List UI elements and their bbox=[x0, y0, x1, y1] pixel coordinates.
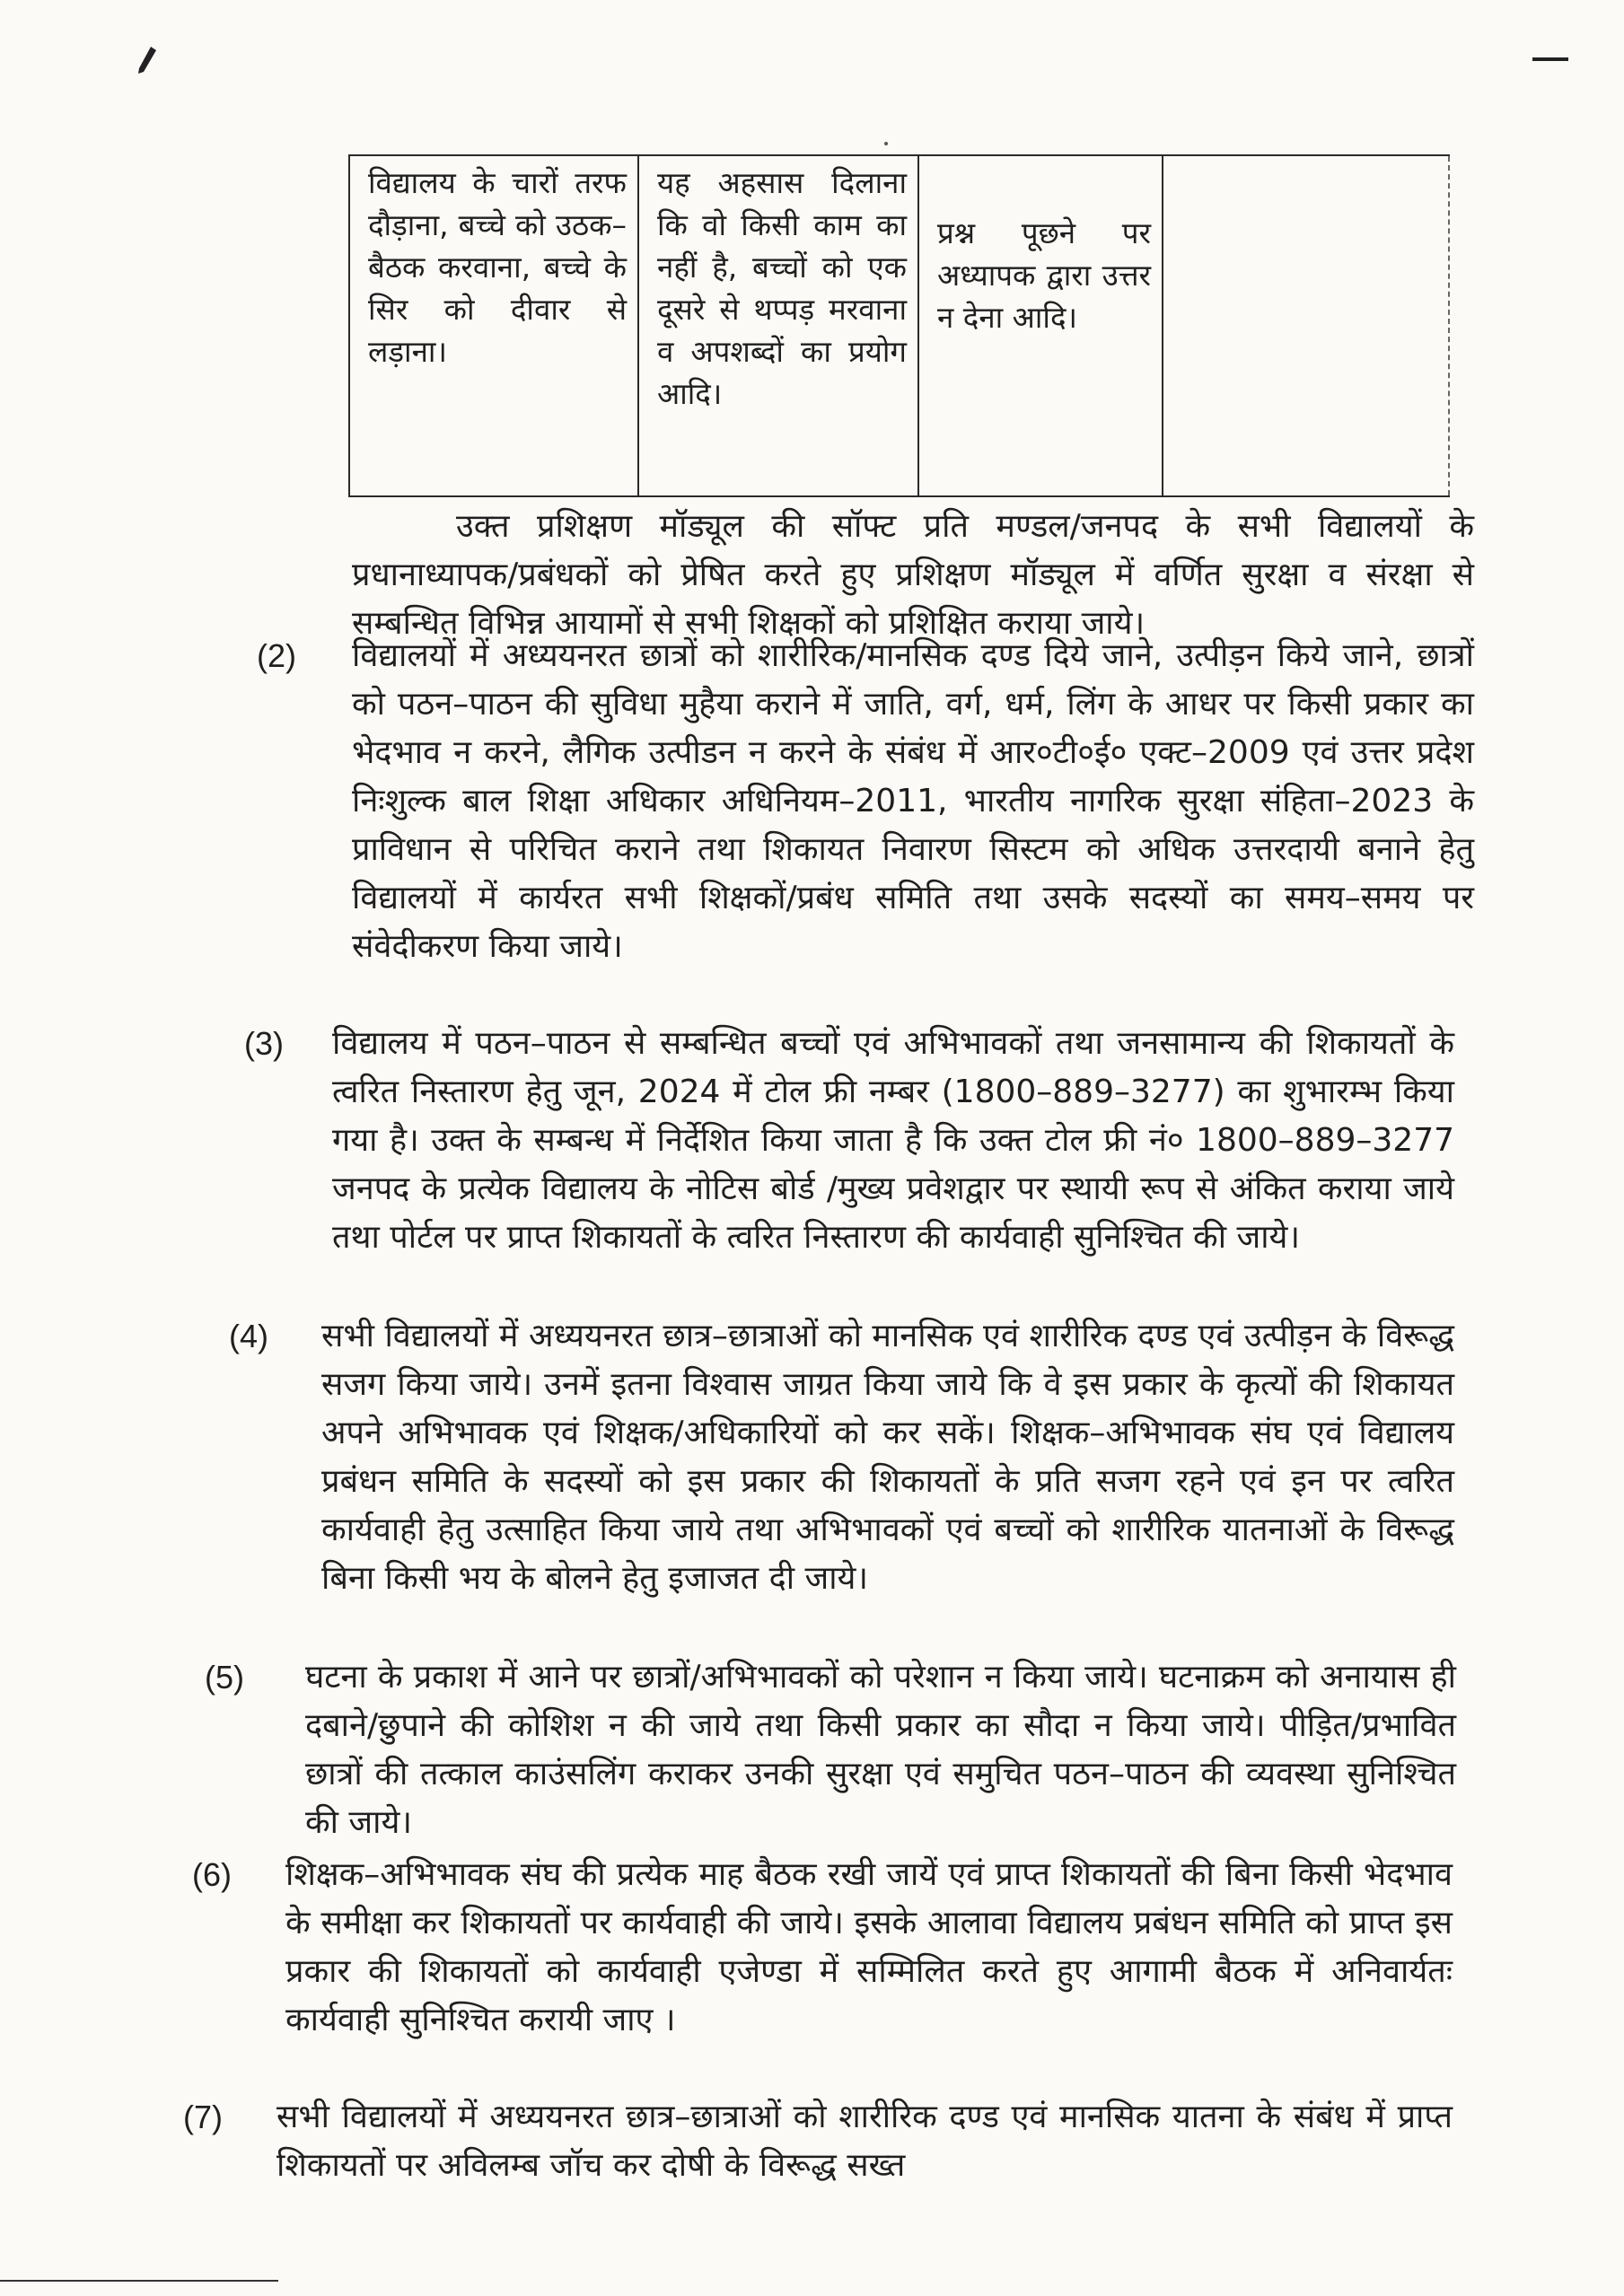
item-number: (4) bbox=[229, 1318, 268, 1354]
item-paragraph: शिक्षक–अभिभावक संघ की प्रत्येक माह बैठक रखी जायें एवं प्राप्त शिकायतों की बिना किसी भेदभाव के समीक्षा कर शिकायतों पर कार्यवाही की जाये। इसके आलावा विद्यालय प्रबंधन समिति को प्राप्त इस प्रकार की शिकायतों को कार्यवाही एजेण्डा में सम्मिलित करते हुए आगामी बैठक में अनिवार्यतः कार्यवाही सुनिश्चित करायी जाए । bbox=[285, 1856, 1453, 2038]
punishment-types-table bbox=[348, 154, 1450, 497]
item-paragraph: विद्यालयों में अध्ययनरत छात्रों को शारीरिक/मानसिक दण्ड दिये जाने, उत्पीड़न किये जाने, छात्रों को पठन–पाठन की सुविधा मुहैया कराने में जाति, वर्ग, धर्म, लिंग के आधर पर किसी प्रकार का भेदभाव न करने, लैगिक उत्पीडन न करने के संबंध में आर०टी०ई० एक्ट–2009 एवं उत्तर प्रदेश निःशुल्क बाल शिक्षा अधिकार अधिनियम–2011, भारतीय नागरिक सुरक्षा संहिता–2023 के प्राविधान से परिचित कराने तथा शिकायत निवारण सिस्टम को अधिक उत्तरदायी बनाने हेतु विद्यालयों में कार्यरत सभी शिक्षकों/प्रबंध समिति तथा उसके सदस्यों का समय–समय पर संवेदीकरण किया जाये। bbox=[352, 637, 1474, 965]
item-number: (6) bbox=[192, 1856, 232, 1893]
margin-dash bbox=[1532, 57, 1568, 61]
pen-tick-mark bbox=[135, 45, 158, 75]
intro-paragraph: उक्त प्रशिक्षण मॉड्यूल की सॉफ्ट प्रति मण्डल/जनपद के सभी विद्यालयों के प्रधानाध्यापक/प्रबंधकों को प्रेषित करते हुए प्रशिक्षण मॉड्यूल में वर्णित सुरक्षा व संरक्षा से सम्बन्धित विभिन्न आयामों से सभी शिक्षकों को प्रशिक्षित कराया जाये। bbox=[352, 508, 1474, 642]
item-paragraph: सभी विद्यालयों में अध्ययनरत छात्र–छात्राओं को मानसिक एवं शारीरिक दण्ड एवं उत्पीड़न के विरूद्ध सजग किया जाये। उनमें इतना विश्वास जाग्रत किया जाये कि वे इस प्रकार के कृत्यों की शिकायत अपने अभिभावक एवं शिक्षक/अधिकारियों को कर सकें। शिक्षक–अभिभावक संघ एवं विद्यालय प्रबंधन समिति के सदस्यों को इस प्रकार की शिकायतों के प्रति सजग रहने एवं इन पर त्वरित कार्यवाही हेतु उत्साहित किया जाये तथा अभिभावकों एवं बच्चों को शारीरिक यातनाओं के विरूद्ध बिना किसी भय के बोलने हेतु इजाजत दी जाये। bbox=[321, 1318, 1454, 1597]
item-paragraph: सभी विद्यालयों में अध्ययनरत छात्र–छात्राओं को शारीरिक दण्ड एवं मानसिक यातना के संबंध में प्राप्त शिकायतों पर अविलम्ब जॉच कर दोषी के विरूद्ध सख्त bbox=[277, 2099, 1453, 2184]
table-cell-physical: विद्यालय के चारों तरफ दौड़ाना, बच्चे को उठक– बैठक करवाना, बच्चे के सिर को दीवार से लड़ाना। bbox=[349, 155, 638, 496]
item-number: (3) bbox=[244, 1025, 284, 1062]
item-number: (5) bbox=[205, 1659, 244, 1696]
item-number: (2) bbox=[257, 637, 296, 674]
table-cell-emotional: यह अहसास दिलाना कि वो किसी काम का नहीं है, बच्चों को एक दूसरे से थप्पड़ मरवाना व अपशब्दों का प्रयोग आदि। bbox=[638, 155, 918, 496]
table-row bbox=[349, 155, 1449, 496]
stray-dot bbox=[884, 142, 888, 145]
table-cell-neglect: प्रश्न पूछने पर अध्यापक द्वारा उत्तर न देना आदि। bbox=[918, 155, 1163, 496]
item-paragraph: घटना के प्रकाश में आने पर छात्रों/अभिभावकों को परेशान न किया जाये। घटनाक्रम को अनायास ही दबाने/छुपाने की कोशिश न की जाये तथा किसी प्रकार का सौदा न किया जाये। पीड़ित/प्रभावित छात्रों की तत्काल काउंसलिंग कराकर उनकी सुरक्षा एवं समुचित पठन–पाठन की व्यवस्था सुनिश्चित की जाये। bbox=[305, 1659, 1456, 1841]
table-cell-empty bbox=[1163, 155, 1449, 496]
item-paragraph: विद्यालय में पठन–पाठन से सम्बन्धित बच्चों एवं अभिभावकों तथा जनसामान्य की शिकायतों के त्वरित निस्तारण हेतु जून, 2024 में टोल फ्री नम्बर (1800–889–3277) का शुभारम्भ किया गया है। उक्त के सम्बन्ध में निर्देशित किया जाता है कि उक्त टोल फ्री नं० 1800–889–3277 जनपद के प्रत्येक विद्यालय के नोटिस बोर्ड /मुख्य प्रवेशद्वार पर स्थायी रूप से अंकित कराया जाये तथा पोर्टल पर प्राप्त शिकायतों के त्वरित निस्तारण की कार्यवाही सुनिश्चित की जाये। bbox=[332, 1025, 1454, 1256]
item-number: (7) bbox=[183, 2099, 223, 2135]
footer-rule bbox=[0, 2280, 278, 2282]
